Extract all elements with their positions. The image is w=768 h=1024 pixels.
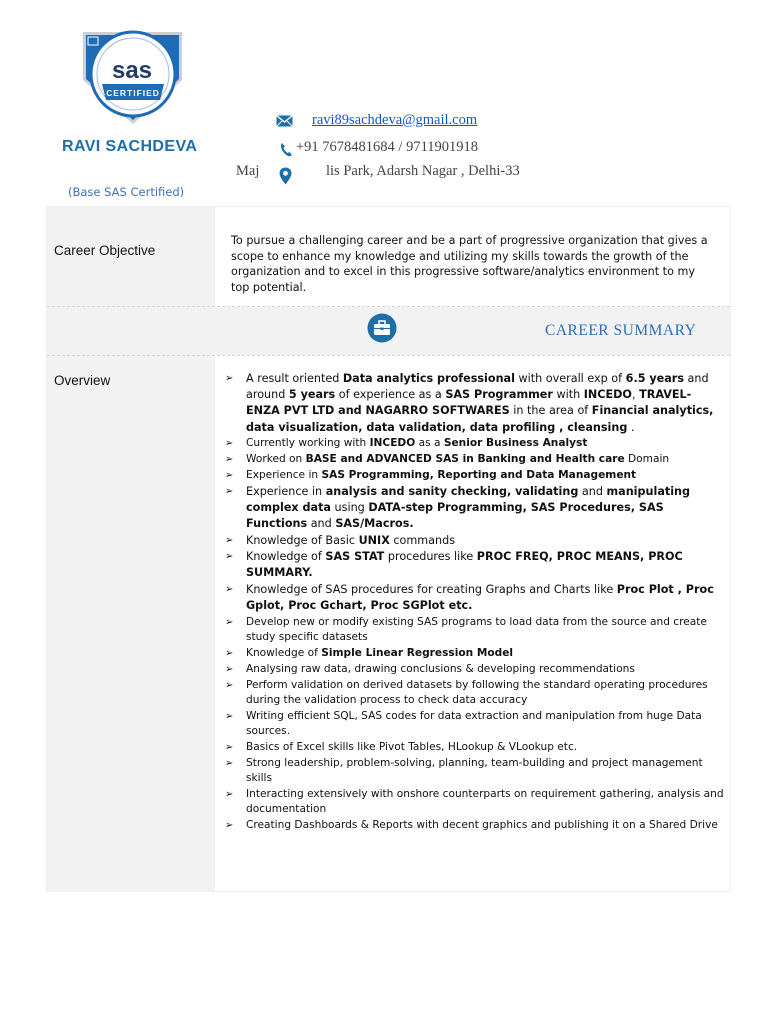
overview-text: Basics of Excel skills like Pivot Tables, HLookup & VLookup etc. [246, 740, 578, 753]
overview-text: and [307, 517, 336, 530]
address-part-1: Maj [236, 163, 260, 179]
overview-text-bold: SAS STAT [325, 550, 385, 564]
phone-number: +91 7678481684 / 9711901918 [296, 139, 479, 155]
overview-text: Knowledge of [246, 550, 326, 564]
overview-text-bold: Senior Business Analyst [443, 437, 588, 450]
overview-text: with [552, 388, 584, 402]
overview-list [225, 371, 725, 834]
overview-text: Knowledge of [246, 646, 322, 659]
overview-text: Experience in [246, 484, 326, 498]
overview-text-bold: Data analytics professional [342, 372, 515, 385]
bullet-arrow-icon: ➢ [225, 663, 234, 675]
bullet-arrow-icon: ➢ [225, 454, 234, 465]
email-link[interactable]: ravi89sachdeva@gmail.com [312, 112, 478, 128]
location-pin-icon [279, 167, 292, 190]
overview-text-bold: 6.5 years [625, 372, 684, 385]
bullet-arrow-icon: ➢ [225, 583, 234, 595]
overview-item [225, 371, 725, 436]
bullet-arrow-icon: ➢ [225, 485, 234, 497]
overview-item [225, 818, 725, 833]
bullet-arrow-icon: ➢ [225, 741, 234, 753]
overview-text: procedures like [384, 550, 477, 564]
overview-text: commands [389, 533, 456, 547]
bullet-arrow-icon: ➢ [225, 438, 234, 450]
overview-item [225, 484, 725, 533]
address-part-2: lis Park, Adarsh Nagar , Delhi-33 [326, 163, 520, 179]
resume-table [46, 206, 731, 892]
overview-text-bold: INCEDO [583, 388, 632, 402]
divider [47, 355, 730, 356]
candidate-name: RAVI SACHDEVA [62, 138, 198, 155]
overview-text: Worked on [246, 453, 306, 465]
overview-text-bold: UNIX [358, 533, 390, 547]
overview-item [225, 549, 725, 581]
overview-text: Experience in [246, 468, 322, 481]
overview-text-bold: DATA-step Programming, SAS Procedures, SAS Functions [246, 500, 664, 530]
bullet-arrow-icon: ➢ [225, 534, 234, 546]
briefcase-icon [367, 313, 397, 348]
bullet-arrow-icon: ➢ [225, 757, 234, 769]
sas-certified-logo [80, 28, 186, 126]
logo-brand-text: sas [111, 57, 153, 84]
envelope-icon [276, 114, 293, 132]
bullet-arrow-icon: ➢ [225, 679, 234, 691]
overview-text: . [627, 420, 635, 434]
phone-icon [280, 142, 293, 162]
overview-item [225, 436, 725, 451]
overview-text: and around [246, 372, 709, 402]
bullet-arrow-icon: ➢ [225, 647, 234, 659]
overview-text-bold: INCEDO [369, 437, 416, 450]
overview-text-bold: Simple Linear Regression Model [321, 646, 514, 659]
overview-text: Strong leadership, problem-solving, planning, team-building and project management skills [246, 756, 703, 785]
overview-text: with overall exp of [514, 372, 626, 385]
bullet-arrow-icon: ➢ [225, 788, 234, 800]
overview-text: Currently working with [246, 437, 370, 450]
logo-badge-text: CERTIFIED [106, 88, 160, 98]
overview-text: Perform validation on derived datasets by following the standard operating procedures during the validation process to check data accuracy [246, 678, 708, 706]
overview-text: Analysing raw data, drawing conclusions & developing recommendations [246, 662, 635, 675]
bullet-arrow-icon: ➢ [225, 820, 234, 832]
certification-note: (Base SAS Certified) [68, 185, 185, 199]
overview-text-bold: TRAVEL-ENZA PVT LTD and NAGARRO SOFTWARES [246, 388, 692, 418]
overview-item [225, 756, 725, 787]
overview-text-bold: analysis and sanity checking, validating [325, 484, 579, 498]
overview-text: Creating Dashboards & Reports with decent graphics and publishing it on a Shared Drive [246, 819, 718, 832]
overview-text: Writing efficient SQL, SAS codes for data extraction and manipulation from huge Data sources. [246, 709, 702, 738]
overview-text: in the area of [509, 404, 592, 418]
overview-text: Knowledge of SAS procedures for creating Graphs and Charts like [246, 582, 617, 596]
career-objective-text: To pursue a challenging career and be a part of progressive organization that gives a scope to enhance my knowledge and utilizing my skills towards the growth of the organization and to excel in this progressive software/analytics environment to my top potential. [231, 234, 708, 294]
overview-text-bold: SAS Programming, Reporting and Data Management [321, 468, 637, 481]
overview-item [225, 452, 725, 467]
overview-text-bold: PROC FREQ, PROC MEANS, PROC SUMMARY. [246, 550, 683, 580]
overview-text-bold: SAS/Macros. [335, 517, 414, 530]
bullet-arrow-icon: ➢ [225, 710, 234, 722]
overview-text-bold: Proc Plot , Proc Gplot, Proc Gchart, Proc SGPlot etc. [246, 582, 714, 613]
career-summary-title: CAREER SUMMARY [545, 322, 697, 339]
overview-text-bold: SAS Programmer [445, 388, 553, 402]
overview-text-bold: 5 years [288, 388, 336, 402]
overview-text: using [330, 500, 369, 514]
overview-item [225, 678, 725, 709]
overview-text: Develop new or modify existing SAS programs to load data from the source and create study specific datasets [246, 615, 707, 644]
overview-item [225, 787, 725, 818]
bullet-arrow-icon: ➢ [225, 551, 234, 563]
overview-text: A result oriented [246, 372, 343, 385]
divider [47, 306, 730, 307]
overview-text-bold: BASE and ADVANCED SAS in Banking and Health care [305, 453, 625, 465]
overview-item [225, 582, 725, 614]
overview-item [225, 615, 725, 646]
overview-item [225, 709, 725, 740]
overview-text: as a [415, 437, 444, 450]
overview-item [225, 468, 725, 483]
overview-item [225, 646, 725, 661]
overview-item [225, 533, 725, 549]
overview-item [225, 740, 725, 755]
overview-text: Domain [624, 453, 670, 465]
career-objective-label: Career Objective [54, 243, 156, 258]
overview-item [225, 662, 725, 677]
bullet-arrow-icon: ➢ [225, 616, 234, 628]
overview-text-bold: manipulating complex data [246, 484, 691, 514]
bullet-arrow-icon: ➢ [225, 469, 234, 481]
overview-text: Knowledge of Basic [246, 533, 359, 547]
overview-text: and [578, 484, 607, 498]
bullet-arrow-icon: ➢ [225, 373, 234, 384]
overview-text-bold: Financial analytics, data visualization, data validation, data profiling , cleansing [246, 404, 714, 434]
overview-text: of experience as a [335, 388, 446, 402]
overview-label: Overview [54, 373, 111, 388]
overview-text: , [631, 388, 640, 402]
overview-text: Interacting extensively with onshore counterparts on requirement gathering, analysis and documentation [246, 787, 724, 816]
